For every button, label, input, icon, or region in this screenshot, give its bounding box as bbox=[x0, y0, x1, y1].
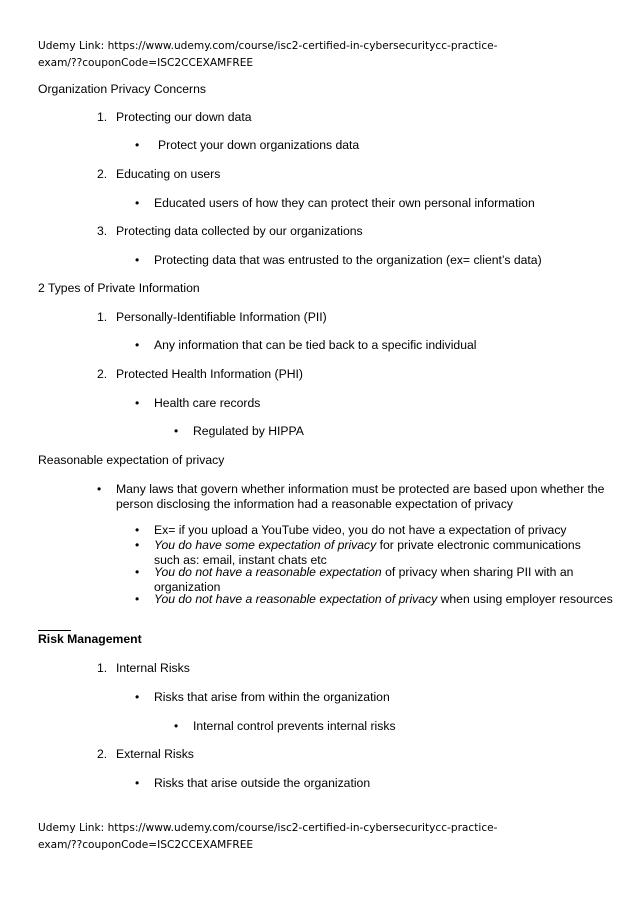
bullet-icon bbox=[135, 565, 139, 580]
list-number: 3. bbox=[97, 224, 108, 238]
italic-phrase: You do not have a reasonable expectation bbox=[154, 565, 382, 579]
list-item: External Risks bbox=[116, 747, 194, 761]
list-item bbox=[154, 538, 606, 568]
text-phrase: for private electronic communications such as: email, instant chats etc bbox=[154, 538, 581, 567]
list-item: Health care records bbox=[154, 396, 261, 410]
list-item: Protecting data that was entrusted to the organization (ex= client’s data) bbox=[154, 253, 542, 267]
list-item: Regulated by HIPPA bbox=[193, 424, 304, 438]
list-number: 1. bbox=[97, 110, 108, 124]
section-divider bbox=[38, 630, 71, 631]
list-number: 2. bbox=[97, 367, 108, 381]
list-item: Many laws that govern whether information must be protected are based upon whether the person disclosing the information had a reasonable expectation of privacy bbox=[116, 482, 605, 511]
risk-heading-text: Risk Management bbox=[38, 632, 142, 646]
text-phrase: when using employer resources bbox=[437, 592, 613, 606]
bullet-icon bbox=[135, 523, 139, 538]
bullet-icon bbox=[135, 690, 139, 705]
section-heading-risk bbox=[38, 632, 142, 647]
bullet-icon bbox=[174, 719, 178, 734]
list-item: Personally-Identifiable Information (PII) bbox=[116, 310, 327, 324]
text-phrase: of privacy when sharing PII with an organization bbox=[154, 565, 574, 594]
list-item: Protecting our down data bbox=[116, 110, 252, 124]
list-item: Educated users of how they can protect their own personal information bbox=[154, 196, 535, 210]
list-item: Protecting data collected by our organizations bbox=[116, 224, 363, 238]
list-item: Risks that arise from within the organization bbox=[154, 690, 390, 704]
bullet-icon bbox=[97, 482, 101, 497]
list-item: Ex= if you upload a YouTube video, you do not have a expectation of privacy bbox=[154, 523, 567, 537]
footer-link-line-2: exam/??couponCode=ISC2CCEXAMFREE bbox=[38, 839, 254, 851]
list-item: Internal control prevents internal risks bbox=[193, 719, 396, 733]
bullet-icon bbox=[135, 396, 139, 411]
bullet-icon bbox=[135, 138, 139, 153]
list-number: 1. bbox=[97, 310, 108, 324]
list-item: Educating on users bbox=[116, 167, 221, 181]
header-link-line-1: Udemy Link: https://www.udemy.com/course/isc2-certified-in-cybersecuritycc-practice- bbox=[38, 40, 498, 52]
list-item: Internal Risks bbox=[116, 661, 190, 675]
list-item: Any information that can be tied back to a specific individual bbox=[154, 338, 477, 352]
bullet-icon bbox=[135, 592, 139, 607]
bullet-icon bbox=[135, 196, 139, 211]
bullet-icon bbox=[135, 338, 139, 353]
section-heading-private-info: 2 Types of Private Information bbox=[38, 281, 200, 295]
section-heading-expectation: Reasonable expectation of privacy bbox=[38, 453, 225, 467]
list-number: 2. bbox=[97, 167, 108, 181]
footer-link-line-1: Udemy Link: https://www.udemy.com/course/isc2-certified-in-cybersecuritycc-practice- bbox=[38, 822, 498, 834]
italic-phrase: You do not have a reasonable expectation of privacy bbox=[154, 592, 438, 606]
section-heading-org-privacy: Organization Privacy Concerns bbox=[38, 82, 206, 96]
bullet-icon bbox=[135, 538, 139, 553]
list-number: 1. bbox=[97, 661, 108, 675]
bullet-icon bbox=[135, 253, 139, 268]
list-item bbox=[154, 565, 574, 595]
list-item: Protect your down organizations data bbox=[158, 138, 360, 152]
page-header bbox=[38, 38, 558, 72]
italic-phrase: You do have some expectation of privacy bbox=[154, 538, 377, 552]
bullet-icon bbox=[135, 776, 139, 791]
list-item bbox=[154, 592, 613, 607]
list-item: Protected Health Information (PHI) bbox=[116, 367, 303, 381]
bullet-icon bbox=[174, 424, 178, 439]
list-item: Risks that arise outside the organization bbox=[154, 776, 371, 790]
header-link-line-2: exam/??couponCode=ISC2CCEXAMFREE bbox=[38, 57, 254, 69]
list-number: 2. bbox=[97, 747, 108, 761]
page-footer bbox=[38, 820, 558, 854]
